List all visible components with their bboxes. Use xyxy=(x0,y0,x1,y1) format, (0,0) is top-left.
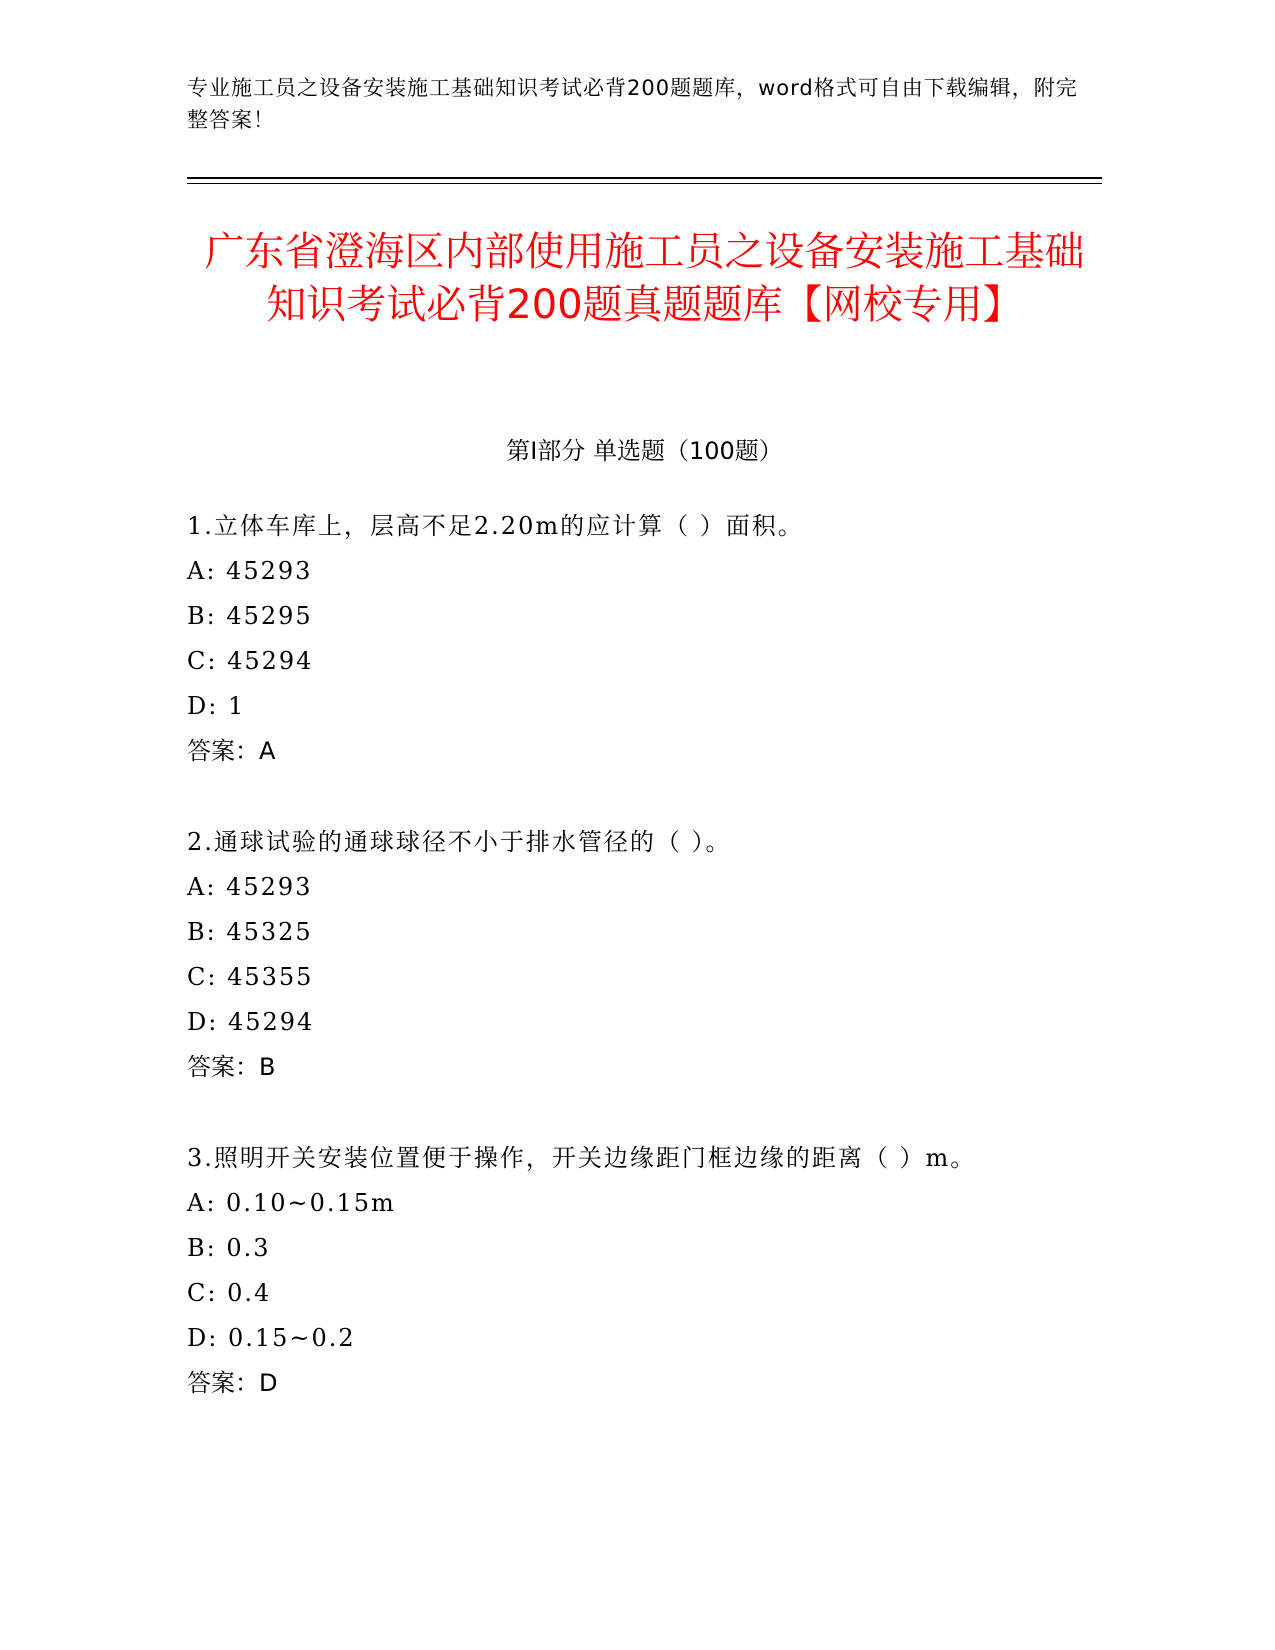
option-c: C: 45294 xyxy=(187,647,314,675)
option-b: B: 45295 xyxy=(187,602,313,630)
question-stem: 1.立体车库上，层高不足2.20m的应计算（ ）面积。 xyxy=(187,512,804,540)
option-d: D: 45294 xyxy=(187,1008,315,1036)
option-a: A: 0.10~0.15m xyxy=(187,1189,396,1217)
option-c: C: 45355 xyxy=(187,963,314,991)
section-title: 第Ⅰ部分 单选题（100题） xyxy=(506,437,783,465)
option-c: C: 0.4 xyxy=(187,1279,272,1307)
option-a: A: 45293 xyxy=(187,873,313,901)
question-1 xyxy=(187,504,1102,774)
header-divider-thin xyxy=(187,183,1102,184)
header-note: 专业施工员之设备安装施工基础知识考试必背200题题库，word格式可自由下载编辑，附完整答案！ xyxy=(187,76,1078,132)
option-d: D: 0.15~0.2 xyxy=(187,1324,356,1352)
answer-line: 答案：D xyxy=(187,1369,278,1397)
option-b: B: 0.3 xyxy=(187,1234,271,1262)
question-stem: 2.通球试验的通球球径不小于排水管径的（ ）。 xyxy=(187,828,732,856)
answer-line: 答案：B xyxy=(187,1053,276,1081)
option-d: D: 1 xyxy=(187,692,246,720)
question-2 xyxy=(187,820,1102,1090)
document-title: 广东省澄海区内部使用施工员之设备安装施工基础知识考试必背200题真题题库【网校专用】 xyxy=(204,229,1085,328)
question-3 xyxy=(187,1136,1102,1406)
header-divider-thick xyxy=(187,177,1102,179)
answer-line: 答案：A xyxy=(187,737,276,765)
question-stem: 3.照明开关安装位置便于操作，开关边缘距门框边缘的距离（ ）m。 xyxy=(187,1144,977,1172)
option-b: B: 45325 xyxy=(187,918,313,946)
option-a: A: 45293 xyxy=(187,557,313,585)
